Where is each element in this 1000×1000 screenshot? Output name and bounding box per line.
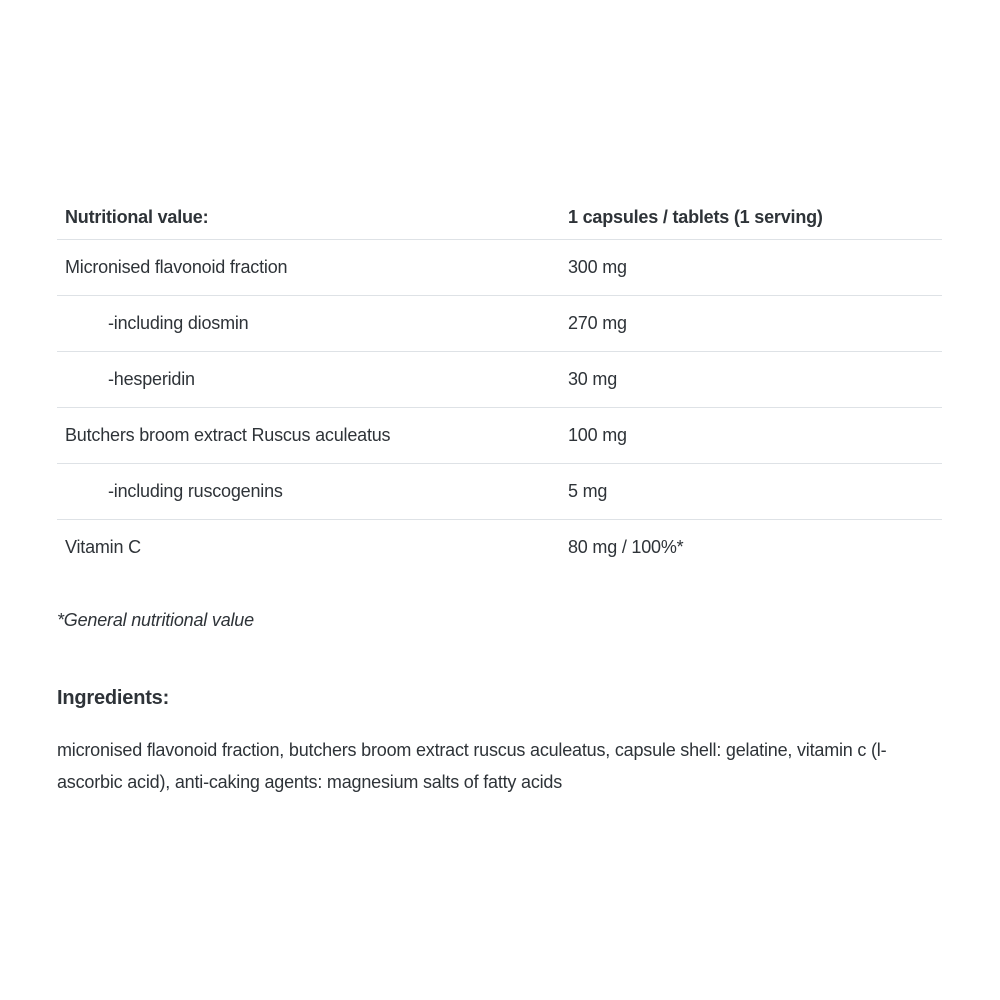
nutrient-name: -including diosmin — [108, 312, 249, 333]
nutrient-name: Vitamin C — [65, 537, 141, 558]
nutrient-name: Micronised flavonoid fraction — [65, 256, 288, 277]
table-row — [57, 296, 942, 352]
nutrient-name: -including ruscogenins — [108, 480, 283, 501]
nutrient-value: 30 mg — [568, 368, 618, 389]
nutrient-name: Butchers broom extract Ruscus aculeatus — [65, 424, 391, 445]
table-row — [57, 464, 942, 520]
nutrient-value: 5 mg — [568, 480, 608, 501]
table-row — [57, 240, 942, 296]
nutrient-name: -hesperidin — [108, 368, 195, 389]
ingredients-heading: Ingredients: — [57, 687, 170, 709]
nutrition-table-header-row — [57, 196, 942, 240]
nutrient-value: 80 mg / 100%* — [568, 537, 684, 558]
nutrition-table — [57, 196, 942, 576]
nutrient-value: 100 mg — [568, 424, 627, 445]
nutrient-value: 300 mg — [568, 256, 627, 277]
table-row — [57, 408, 942, 464]
nutrition-table-header-label: Nutritional value: — [65, 206, 209, 227]
table-row — [57, 520, 942, 576]
nutrient-value: 270 mg — [568, 312, 627, 333]
table-row — [57, 352, 942, 408]
nutrition-table-header-serving: 1 capsules / tablets (1 serving) — [568, 206, 823, 227]
product-nutrition-section — [57, 196, 942, 798]
footnote-general-nutritional-value: *General nutritional value — [57, 610, 254, 630]
ingredients-text: micronised flavonoid fraction, butchers broom extract ruscus aculeatus, capsule shell: gelatine, vitamin c (l-ascorbic acid), anti-caking agents: magnesium salts of fatty acids — [57, 740, 887, 792]
